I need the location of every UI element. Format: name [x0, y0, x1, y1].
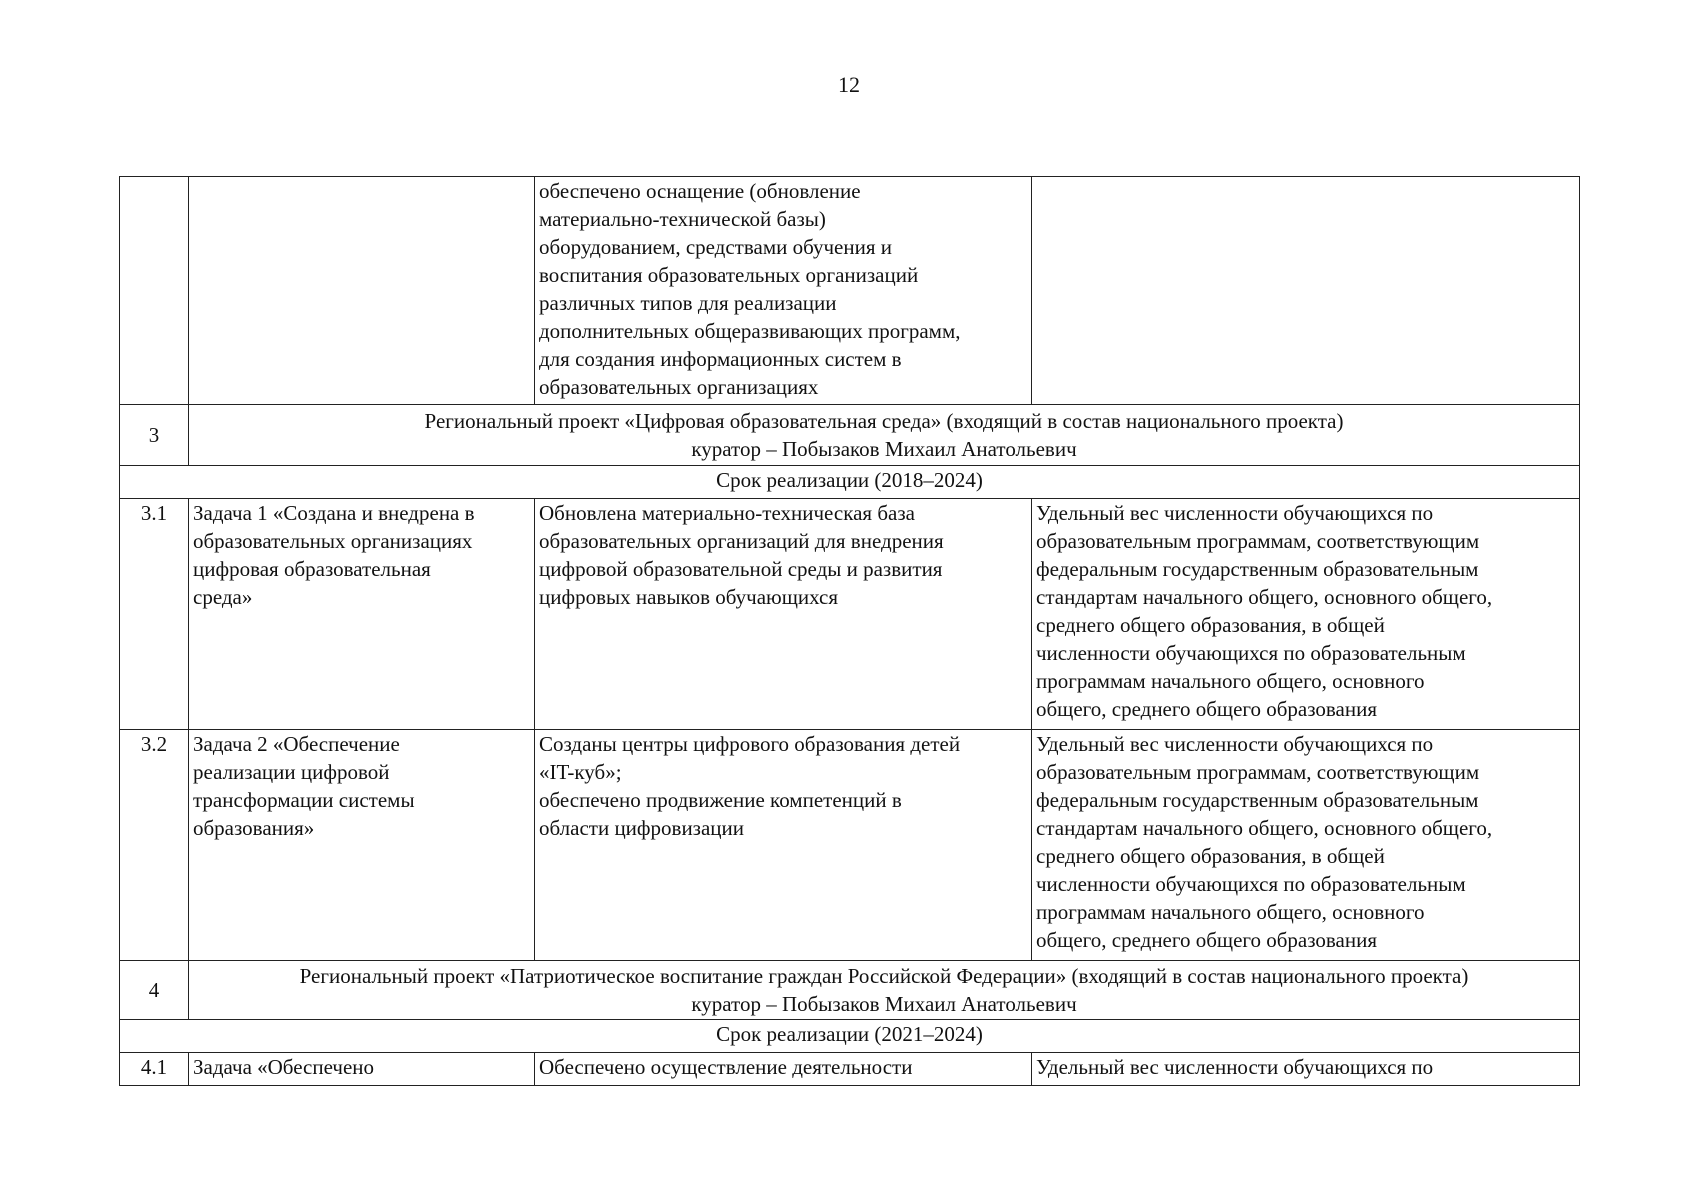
program-table	[119, 176, 1580, 1086]
row-number: 3	[120, 405, 189, 466]
indicator-cell: Удельный вес численности обучающихся по образовательным программам, соответствующим федеральным государственным образовательным стандартам начального общего, основного общего, среднего общего образования, в общей численности обучающихся по образовательным программам начального общего, основного общего, среднего общего образования	[1032, 730, 1580, 961]
table-row	[120, 177, 1580, 405]
result-cell: Созданы центры цифрового образования детей «IT-куб»; обеспечено продвижение компетенций в области цифровизации	[535, 730, 1032, 961]
indicator-cell	[1032, 177, 1580, 405]
term-row	[120, 466, 1580, 499]
row-number: 3.2	[120, 730, 189, 961]
project-row	[120, 405, 1580, 466]
table-row	[120, 730, 1580, 961]
page-number: 12	[838, 72, 860, 97]
row-number	[120, 177, 189, 405]
implementation-term: Срок реализации (2018–2024)	[120, 466, 1580, 499]
table-row	[120, 499, 1580, 730]
project-title: Региональный проект «Цифровая образовательная среда» (входящий в состав национального проекта) куратор – Побызаков Михаил Анатольевич	[189, 405, 1580, 466]
result-cell: обеспечено оснащение (обновление материально-технической базы) оборудованием, средствами обучения и воспитания образовательных организаций различных типов для реализации дополнительных общеразвивающих программ, для создания информационных систем в образовательных организациях	[535, 177, 1032, 405]
row-number: 3.1	[120, 499, 189, 730]
result-cell: Обновлена материально-техническая база образовательных организаций для внедрения цифровой образовательной среды и развития цифровых навыков обучающихся	[535, 499, 1032, 730]
row-number: 4.1	[120, 1053, 189, 1086]
indicator-cell: Удельный вес численности обучающихся по образовательным программам, соответствующим федеральным государственным образовательным стандартам начального общего, основного общего, среднего общего образования, в общей численности обучающихся по образовательным программам начального общего, основного общего, среднего общего образования	[1032, 499, 1580, 730]
task-cell: Задача «Обеспечено	[189, 1053, 535, 1086]
table-row	[120, 1053, 1580, 1086]
implementation-term: Срок реализации (2021–2024)	[120, 1020, 1580, 1053]
task-cell	[189, 177, 535, 405]
term-row	[120, 1020, 1580, 1053]
task-cell: Задача 1 «Создана и внедрена в образовательных организациях цифровая образовательная среда»	[189, 499, 535, 730]
row-number: 4	[120, 961, 189, 1020]
indicator-cell: Удельный вес численности обучающихся по	[1032, 1053, 1580, 1086]
project-title: Региональный проект «Патриотическое воспитание граждан Российской Федерации» (входящий в состав национального проекта) куратор – Побызаков Михаил Анатольевич	[189, 961, 1580, 1020]
project-row	[120, 961, 1580, 1020]
task-cell: Задача 2 «Обеспечение реализации цифровой трансформации системы образования»	[189, 730, 535, 961]
result-cell: Обеспечено осуществление деятельности	[535, 1053, 1032, 1086]
